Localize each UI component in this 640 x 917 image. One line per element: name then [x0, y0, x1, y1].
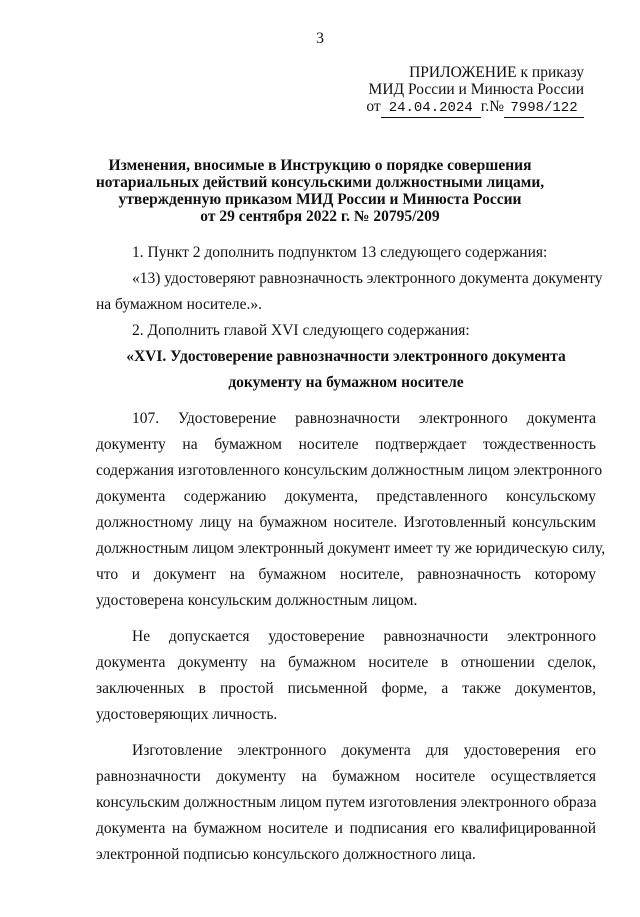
order-number: 7998/122	[504, 100, 584, 118]
appendix-date-number	[366, 98, 584, 118]
paragraph-line: документу на бумажном носителе подтверждает тождественность	[96, 436, 596, 453]
paragraph-line: заключенных в простой письменной форме, а также документов,	[96, 680, 596, 697]
paragraph-line: содержания изготовленного консульским должностным лицом электронного	[96, 462, 603, 479]
paragraph-line: равнозначности документу на бумажном носителе осуществляется	[96, 768, 596, 785]
paragraph-line: 107. Удостоверение равнозначности электронного документа	[132, 410, 596, 427]
title-line: от 29 сентября 2022 г. № 20795/209	[200, 208, 440, 225]
appendix-header	[366, 64, 584, 118]
appendix-title: ПРИЛОЖЕНИЕ к приказу	[409, 64, 584, 81]
paragraph-line: «13) удостоверяют равнозначность электронного документа документу	[132, 270, 603, 287]
paragraph-line: Изготовление электронного документа для удостоверения его	[132, 742, 596, 759]
date-label: от	[366, 98, 381, 115]
chapter-heading: «XVI. Удостоверение равнозначности электронного документа	[126, 348, 566, 365]
chapter-heading: документу на бумажном носителе	[228, 374, 464, 391]
paragraph-line: должностным лицом электронный документ имеет ту же юридическую силу,	[96, 540, 606, 557]
document-title	[60, 157, 580, 225]
paragraph-line: документа на бумажном носителе и подписания его квалифицированной	[96, 820, 596, 837]
item-2-text: 2. Дополнить главой XVI следующего содержания:	[132, 322, 470, 339]
paragraph-line: на бумажном носителе.».	[96, 296, 262, 313]
title-line: утвержденную приказом МИД России и Минюста России	[118, 191, 522, 208]
title-line: нотариальных действий консульскими должностными лицами,	[95, 174, 545, 191]
year-suffix: г.	[480, 98, 490, 115]
paragraph-line: Не допускается удостоверение равнозначности электронного	[132, 628, 596, 645]
title-line: Изменения, вносимые в Инструкцию о порядке совершения	[108, 157, 532, 174]
paragraph-line: что и документ на бумажном носителе, равнозначность которому	[96, 566, 596, 583]
order-date: 24.04.2024	[381, 100, 481, 118]
page-number: 3	[316, 30, 324, 47]
paragraph-line: документа документу на бумажном носителе в отношении сделок,	[96, 654, 596, 671]
paragraph-line: электронной подписью консульского должностного лица.	[96, 846, 476, 863]
paragraph-line: консульским должностным лицом путем изготовления электронного образа	[96, 794, 597, 811]
paragraph-line: удостоверяющих личность.	[96, 706, 278, 723]
paragraph-line: документа содержанию документа, представленного консульскому	[96, 488, 596, 505]
number-label: №	[489, 98, 504, 115]
item-1-text: 1. Пункт 2 дополнить подпунктом 13 следующего содержания:	[132, 244, 548, 261]
paragraph-line: должностному лицу на бумажном носителе. Изготовленный консульским	[96, 514, 596, 531]
appendix-authority: МИД России и Минюста России	[368, 81, 584, 98]
document-body	[96, 240, 606, 868]
paragraph-line: удостоверена консульским должностным лицом.	[96, 592, 418, 609]
